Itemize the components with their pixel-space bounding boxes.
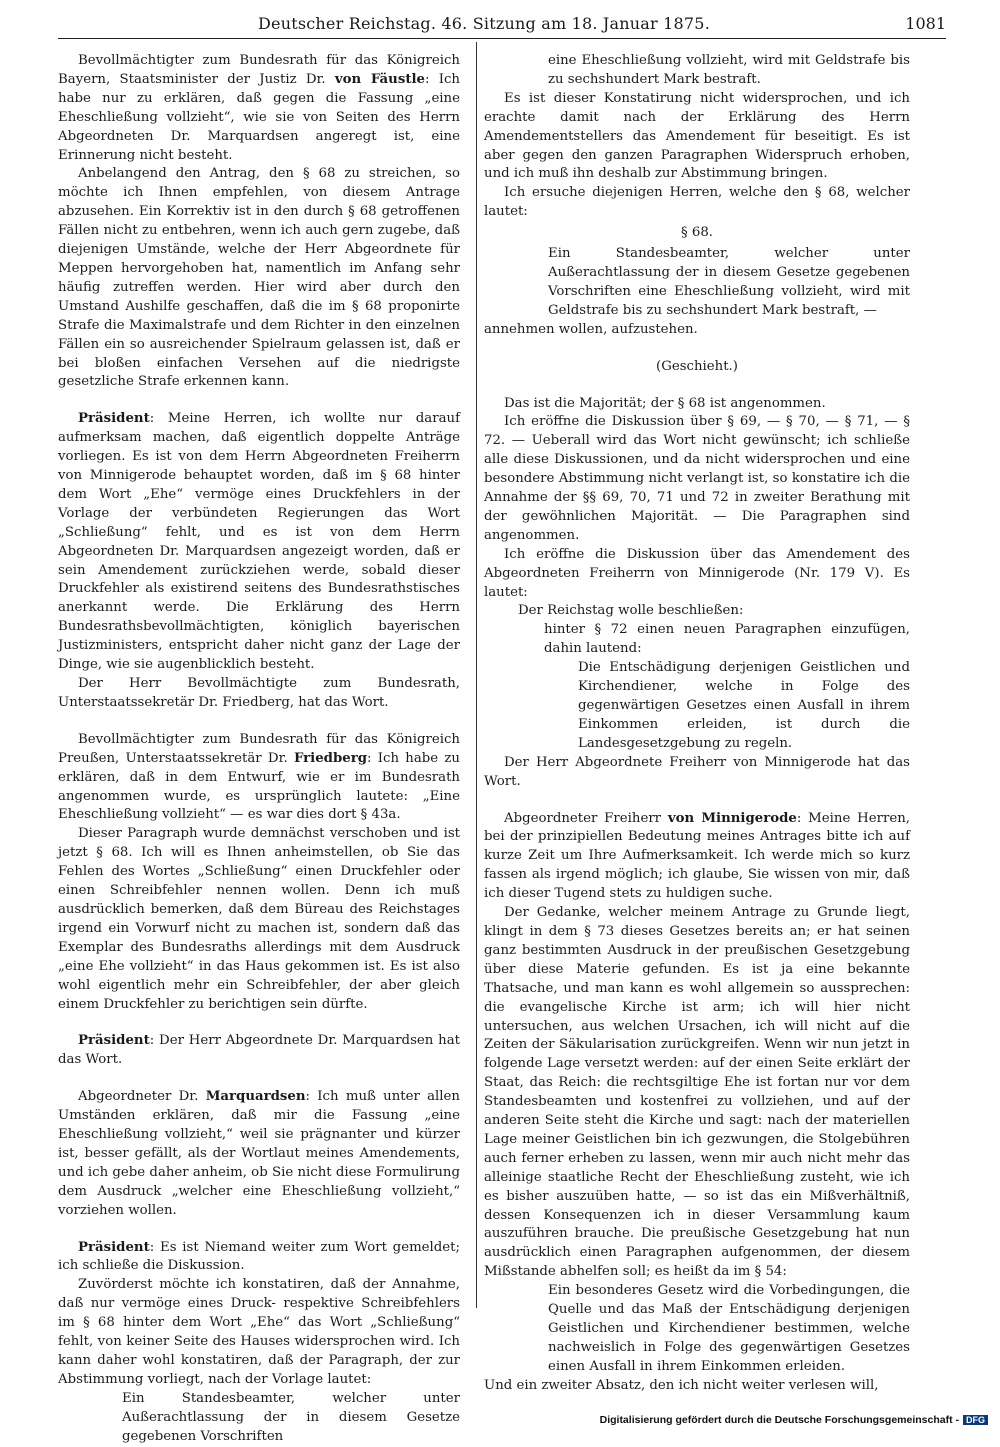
speaker-name: Marquardsen: [205, 1089, 306, 1105]
paragraph: [484, 810, 910, 905]
speaker-name: von Fäustle: [334, 71, 425, 87]
paragraph: Das ist die Majorität; der § 68 ist angenommen.: [504, 395, 826, 411]
running-header: [58, 12, 946, 39]
text-run: : Ich muß unter allen Umständen erklären, daß mir die Fassung „eine Eheschließung vollzieht,“ weil sie prägnanter und kürzer ist, besser gefällt, als der Wortlaut meines Amendements, und ich gebe daher anheim, ob Sie nicht diese Formulirung dem Ausdruck „welcher eine Eheschließung vollzieht,“ vorziehen wollen.: [58, 1089, 460, 1218]
footer-credit: [600, 1414, 988, 1426]
text-run: Bevollmächtigter zum Bundesrath für das Königreich Bayern, Staatsminister der Justiz Dr.: [58, 53, 460, 87]
paragraph: Ich eröffne die Diskussion über das Amendement des Abgeordneten Freiherrn von Minnigerode (Nr. 179 V). Es lautet:: [484, 546, 910, 600]
right-column: [484, 52, 910, 1396]
paragraph: Ich ersuche diejenigen Herren, welche den § 68, welcher lautet:: [484, 185, 910, 220]
quoted-paragraph: Ein Standesbeamter, welcher unter Außerachtlassung der in diesem Gesetze gegebenen Vorschriften: [122, 1390, 460, 1444]
left-column: [58, 52, 460, 1447]
text-run: : Ich habe nur zu erklären, daß gegen die Fassung „eine Eheschließung vollzieht“, wie sie von Seiten des Herrn Abgeordneten Dr. Marquardsen angeregt ist, eine Erinnerung nicht besteht.: [58, 71, 460, 163]
paragraph: Der Herr Abgeordnete Freiherr von Minnigerode hat das Wort.: [484, 754, 910, 789]
paragraph: Und ein zweiter Absatz, den ich nicht weiter verlesen will,: [484, 1377, 879, 1393]
paragraph: [58, 52, 460, 165]
speaker-name: Präsident: [78, 1033, 150, 1049]
quoted-paragraph: Ein besonderes Gesetz wird die Vorbedingungen, die Quelle und das Maß der Entschädigung derjenigen Geistlichen und Kirchendiener bestimmen, welche nachweislich in Folge des gegenwärtigen Gesetzes einen Ausfall in ihrem Einkommen erleiden.: [548, 1283, 910, 1374]
text-run: Abgeordneter Freiherr: [504, 810, 668, 826]
footer-text: Digitalisierung gefördert durch die Deutsche Forschungsgemeinschaft -: [599, 1414, 959, 1426]
text-run: : Meine Herren, bei der prinzipiellen Bedeutung meines Antrages bitte ich auf kurze Zeit um Ihre Aufmerksamkeit. Ich werde mich so kurz fassen als irgend möglich; ich glaube, Sie wissen von mir, daß ich dieser Tugend stets zu huldigen suche.: [484, 810, 910, 902]
text-run: : Der Herr Abgeordnete Dr. Marquardsen hat das Wort.: [58, 1033, 460, 1068]
text-run: : Meine Herren, ich wollte nur darauf aufmerksam machen, daß eigentlich doppelte Anträge vorliegen. Es ist von dem Herrn Abgeordneten Freiherrn von Minnigerode behauptet worden, daß im § 68 hinter dem Wort „Ehe“ vermöge eines Druckfehlers in der Vorlage der verbündeten Regierungen das Wort „Schließung“ fehlt, und es ist von dem Herrn Abgeordneten Dr. Marquardsen angezeigt worden, daß er sein Amendement zurückziehen werde, sobald dieser Druckfehler als existirend seitens des Bundesrathstisches anerkannt werde. Die Erklärung des Herrn Bundesrathsbevollmächtigten, königlich bayerischen Justizministers, entspricht daher nicht ganz der Lage der Dinge, wie sie augenblicklich besteht.: [58, 411, 460, 673]
paragraph: Zuvörderst möchte ich konstatiren, daß der Annahme, daß nur vermöge eines Druck- respektive Schreibfehlers im § 68 hinter dem Wort „Ehe“ das Wort „Schließung“ fehlt, von keiner Seite des Hauses widersprochen wird. Ich kann daher wohl konstatiren, daß der Paragraph, der zur Abstimmung vorliegt, nach der Vorlage lautet:: [58, 1277, 460, 1387]
paragraph: [58, 1032, 460, 1070]
section-heading: § 68.: [680, 225, 714, 241]
quoted-paragraph: Die Entschädigung derjenigen Geistlichen und Kirchendiener, welche in Folge des gegenwärtigen Gesetzes einen Ausfall in ihrem Einkommen erleiden, ist durch die Landesgesetzgebung zu regeln.: [578, 660, 910, 751]
speaker-name: Präsident: [78, 1239, 150, 1255]
paragraph: [58, 410, 460, 675]
running-title: Deutscher Reichstag. 46. Sitzung am 18. Januar 1875.: [258, 14, 710, 33]
paragraph: [58, 1088, 460, 1220]
paragraph: Dieser Paragraph wurde demnächst verschoben und ist jetzt § 68. Ich will es Ihnen anheimstellen, ob Sie das Fehlen des Wortes „Schließung“ einen Druckfehler oder einen Schreibfehler nennen wollen. Denn ich muß ausdrücklich bemerken, daß dem Büreau des Reichstages irgend ein Vorwurf nicht zu machen ist, sondern daß das Exemplar des Bundesraths allerdings mit dem Ausdruck „eine Ehe vollzieht“ in das Haus gekommen ist. Es ist also wohl eigentlich mehr ein Schreibfehler, der aber gleich einem Druckfehler zu berichtigen sein dürfte.: [58, 826, 460, 1012]
paragraph: Ich eröffne die Diskussion über § 69, — § 70, — § 71, — § 72. — Ueberall wird das Wort nicht gewünscht; ich schließe alle diese Diskussionen, und da nicht widersprochen und eine besondere Abstimmung nicht verlangt ist, so konstatire ich die Annahme der §§ 69, 70, 71 und 72 in zweiter Berathung mit der gewöhnlichen Majorität. — Die Paragraphen sind angenommen.: [484, 414, 910, 543]
paragraph: Der Herr Bevollmächtigte zum Bundesrath, Unterstaatssekretär Dr. Friedberg, hat das Wort.: [58, 676, 460, 710]
dfg-logo: DFG: [963, 1415, 988, 1425]
paragraph: [58, 731, 460, 826]
paragraph: Der Gedanke, welcher meinem Antrage zu Grunde liegt, klingt in dem § 73 dieses Gesetzes bereits an; er hat seinen ganz bestimmten Ausdruck in der preußischen Gesetzgebung über diese Materie gefunden. Es ist ja eine bekannte Thatsache, und man kann es wohl allgemein so aussprechen: die evangelische Kirche ist arm; ich will hier nicht untersuchen, aus welchen Ursachen, ich will nicht auf die Zeiten der Säkularisation zurückgreifen. Wenn wir nun jetzt in folgende Lage versetzt werden: auf der einen Seite erklärt der Staat, das Reich: die rechtsgiltige Ehe ist fortan nur vor dem Standesbeamten und kostenfrei zu vollziehen, und auf der anderen Seite steht die Kirche und sagt: nach der materiellen Lage meiner Geistlichen bin ich gezwungen, die Stolgebühren auch ferner erheben zu lassen, wenn mir auch nicht mehr das alleinige staatliche Recht der Eheschließung zusteht, wie ich es bisher auszuüben hatte, — so ist das ein Mißverhältniß, dessen Konsequenzen ich in dieser Versammlung kaum auszuführen brauche. Die preußische Gesetzgebung hat nun ausdrücklich einen Paragraphen aufgenommen, der diesem Mißstande abhelfen soll; es heißt da im § 54:: [484, 905, 910, 1280]
speaker-name: von Minnigerode: [667, 810, 797, 826]
quoted-paragraph: eine Eheschließung vollzieht, wird mit Geldstrafe bis zu sechshundert Mark bestraft.: [548, 53, 910, 87]
paragraph: Es ist dieser Konstatirung nicht widersprochen, und ich erachte damit nach der Erklärung des Herrn Amendementstellers das Amendement für beseitigt. Es ist aber gegen den ganzen Paragraphen Widerspruch erhoben, und ich muß ihn deshalb zur Abstimmung bringen.: [484, 90, 910, 182]
text-run: : Es ist Niemand weiter zum Wort gemeldet; ich schließe die Diskussion.: [58, 1239, 460, 1274]
paragraph: [58, 1239, 460, 1277]
quoted-paragraph: Ein Standesbeamter, welcher unter Außerachtlassung der in diesem Gesetze gegebenen Vorschriften eine Eheschließung vollzieht, wird mit Geldstrafe bis zu sechshundert Mark bestraft, —: [548, 246, 910, 318]
speaker-name: Präsident: [78, 411, 150, 427]
page-number: 1081: [905, 14, 946, 33]
motion-line: hinter § 72 einen neuen Paragraphen einzufügen, dahin lautend:: [544, 622, 910, 657]
text-run: : Ich habe zu erklären, daß in dem Entwurf, wie er im Bundesrath angenommen wurde, es ursprünglich lautete: „Eine Eheschließung vollzieht“ — es war dies dort § 43a.: [58, 750, 460, 823]
column-divider: [476, 42, 477, 1308]
paragraph: Anbelangend den Antrag, den § 68 zu streichen, so möchte ich Ihnen empfehlen, von diesem Antrage abzusehen. Ein Korrektiv ist in den durch § 68 getroffenen Fällen nicht zu entbehren, wenn ich auch gern zugebe, daß diejenigen Umstände, welche der Herr Abgeordnete für Meppen hervorgehoben hat, namentlich im Anfang sehr häufig zutreffen werden. Hier wird aber durch den Umstand Aushilfe geschaffen, daß die im § 68 proponirte Strafe die Maximalstrafe und dem Richter in den einzelnen Fällen ein so ausreichender Spielraum gelassen ist, daß er bei bloßen einfachen Versehen auf die niedrigste gesetzliche Strafe erkennen kann.: [58, 166, 460, 390]
stage-note: (Geschieht.): [656, 358, 738, 374]
speaker-name: Friedberg: [293, 750, 368, 766]
text-run: Abgeordneter Dr.: [78, 1089, 206, 1105]
text-run: Bevollmächtigter zum Bundesrath für das Königreich Preußen, Unterstaatssekretär Dr.: [58, 731, 460, 766]
motion-line: Der Reichstag wolle beschließen:: [518, 603, 744, 619]
paragraph: annehmen wollen, aufzustehen.: [484, 321, 698, 337]
